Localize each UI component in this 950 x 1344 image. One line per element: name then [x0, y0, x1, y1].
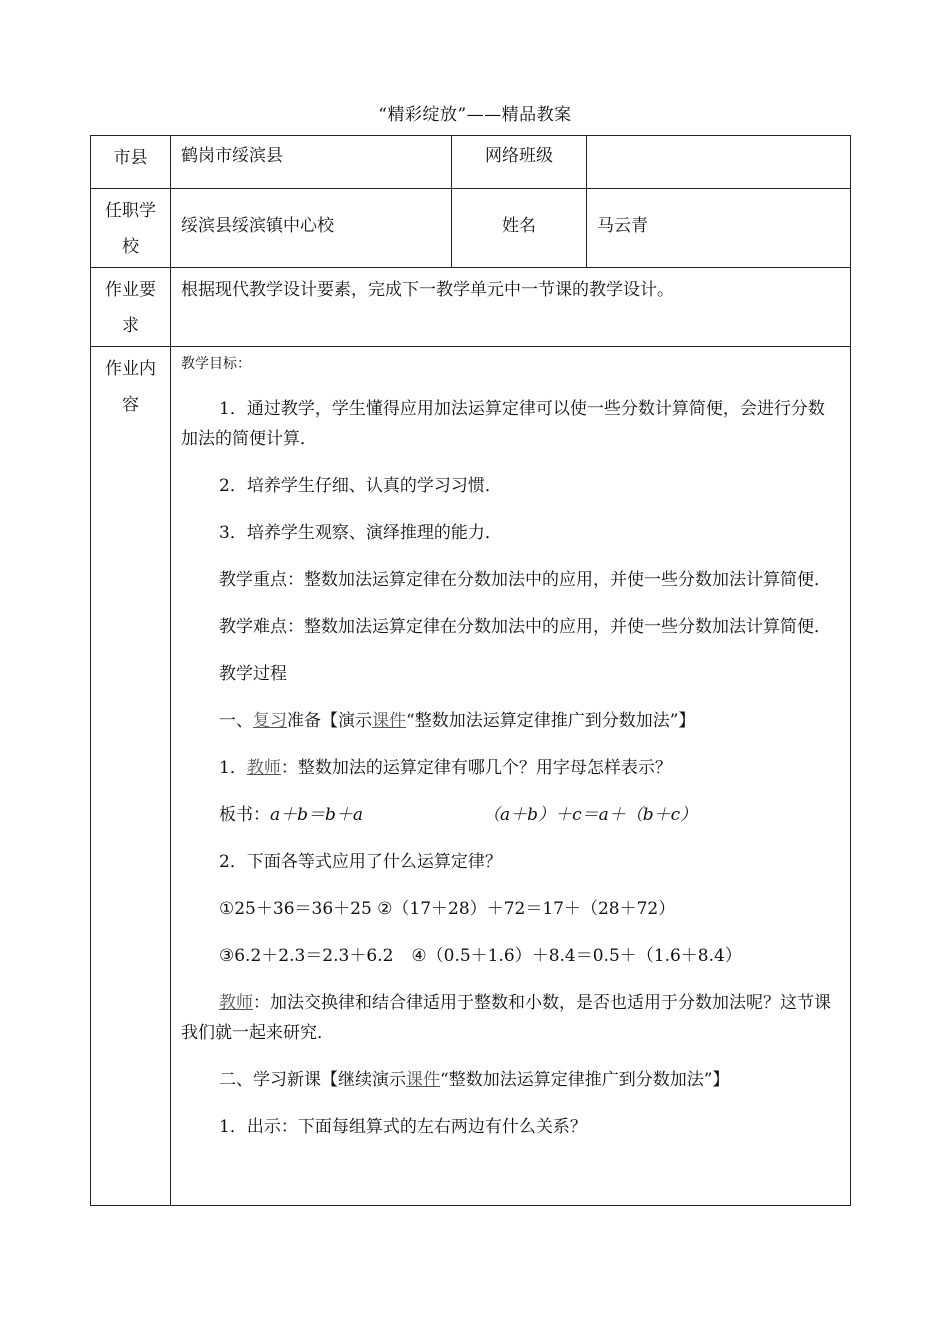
- goal-3: 3．培养学生观察、演绎推理的能力．: [219, 523, 502, 543]
- requirement-label-line2: 求: [122, 316, 139, 336]
- content-label: [91, 347, 171, 1206]
- question-1-text: ：整数加法的运算定律有哪几个？用字母怎样表示？: [280, 758, 672, 778]
- name-value: 马云青: [587, 189, 851, 268]
- section-1-prefix: 一、: [219, 711, 253, 731]
- requirement-label: [91, 268, 171, 347]
- school-value: 绥滨县绥滨镇中心校: [171, 189, 452, 268]
- show-1: 1．出示：下面每组算式的左右两边有什么关系？: [219, 1117, 587, 1137]
- equation-4: ④（0.5＋1.6）＋8.4＝0.5＋（1.6＋8.4）: [411, 946, 742, 966]
- goal-1: 1．通过教学，学生懂得应用加法运算定律可以使一些分数计算简便，会进行分数加法的简便计算．: [181, 399, 825, 449]
- content-body: [171, 347, 851, 1206]
- row-requirement: [91, 268, 851, 347]
- row-school: [91, 189, 851, 268]
- class-value: [587, 136, 851, 189]
- courseware-link-2[interactable]: 课件: [406, 1070, 440, 1090]
- section-2-suffix: “整数加法运算定律推广到分数加法”】: [440, 1070, 730, 1090]
- board-writing: [181, 800, 840, 830]
- process-heading: 教学过程: [219, 664, 287, 684]
- question-2: 2．下面各等式应用了什么运算定律？: [219, 852, 502, 872]
- teacher-remark-text: ：加法交换律和结合律适用于整数和小数，是否也适用于分数加法呢？这节课我们就一起来研究．: [181, 993, 831, 1043]
- class-label: 网络班级: [452, 136, 587, 189]
- section-1-mid: 准备【演示: [287, 711, 372, 731]
- equations-row-1: [181, 894, 840, 924]
- content-label-line2: 容: [122, 395, 139, 415]
- question-1-prefix: 1．: [219, 758, 247, 778]
- teacher-link-2[interactable]: 教师: [219, 993, 253, 1013]
- key-point: 教学重点：整数加法运算定律在分数加法中的应用，并使一些分数加法计算简便．: [219, 570, 831, 590]
- law-commutative: a＋b＝b＋a: [270, 805, 364, 825]
- law-associative: （a＋b）＋c＝a＋（b＋c）: [483, 805, 698, 825]
- name-label: 姓名: [452, 189, 587, 268]
- requirement-value: 根据现代教学设计要素，完成下一教学单元中一节课的教学设计。: [171, 268, 851, 347]
- teacher-link[interactable]: 教师: [246, 758, 281, 778]
- board-label: 板书：: [219, 805, 270, 825]
- content-label-line1: 作业内: [105, 359, 156, 379]
- section-2-prefix: 二、学习新课【继续演示: [219, 1070, 406, 1090]
- equation-1: ①25＋36＝36＋25: [219, 899, 372, 919]
- goals-heading: 教学目标：: [181, 356, 251, 372]
- row-county: [91, 136, 851, 189]
- school-label-line1: 任职学: [105, 201, 156, 221]
- teacher-remark: [181, 988, 840, 1048]
- difficulty: 教学难点：整数加法运算定律在分数加法中的应用，并使一些分数加法计算简便．: [219, 617, 831, 637]
- courseware-link[interactable]: 课件: [372, 711, 406, 731]
- goal-2: 2．培养学生仔细、认真的学习习惯．: [219, 476, 502, 496]
- row-content: [91, 347, 851, 1206]
- requirement-label-line1: 作业要: [105, 280, 156, 300]
- school-label-line2: 校: [122, 237, 139, 257]
- review-link[interactable]: 复习: [253, 711, 287, 731]
- equation-2: ②（17＋28）＋72＝17＋（28＋72）: [377, 899, 676, 919]
- section-1-heading: [181, 706, 840, 736]
- equations-row-2: [181, 941, 840, 971]
- equation-3: ③6.2＋2.3＝2.3＋6.2: [219, 946, 394, 966]
- page-title: “精彩绽放”——精品教案: [378, 105, 572, 125]
- lesson-plan-table: [90, 135, 851, 1206]
- question-1: [181, 753, 840, 783]
- county-value: 鹤岗市绥滨县: [171, 136, 452, 189]
- section-2-heading: [181, 1065, 840, 1095]
- county-label: 市县: [91, 136, 171, 189]
- section-1-suffix: “整数加法运算定律推广到分数加法”】: [406, 711, 696, 731]
- school-label: [91, 189, 171, 268]
